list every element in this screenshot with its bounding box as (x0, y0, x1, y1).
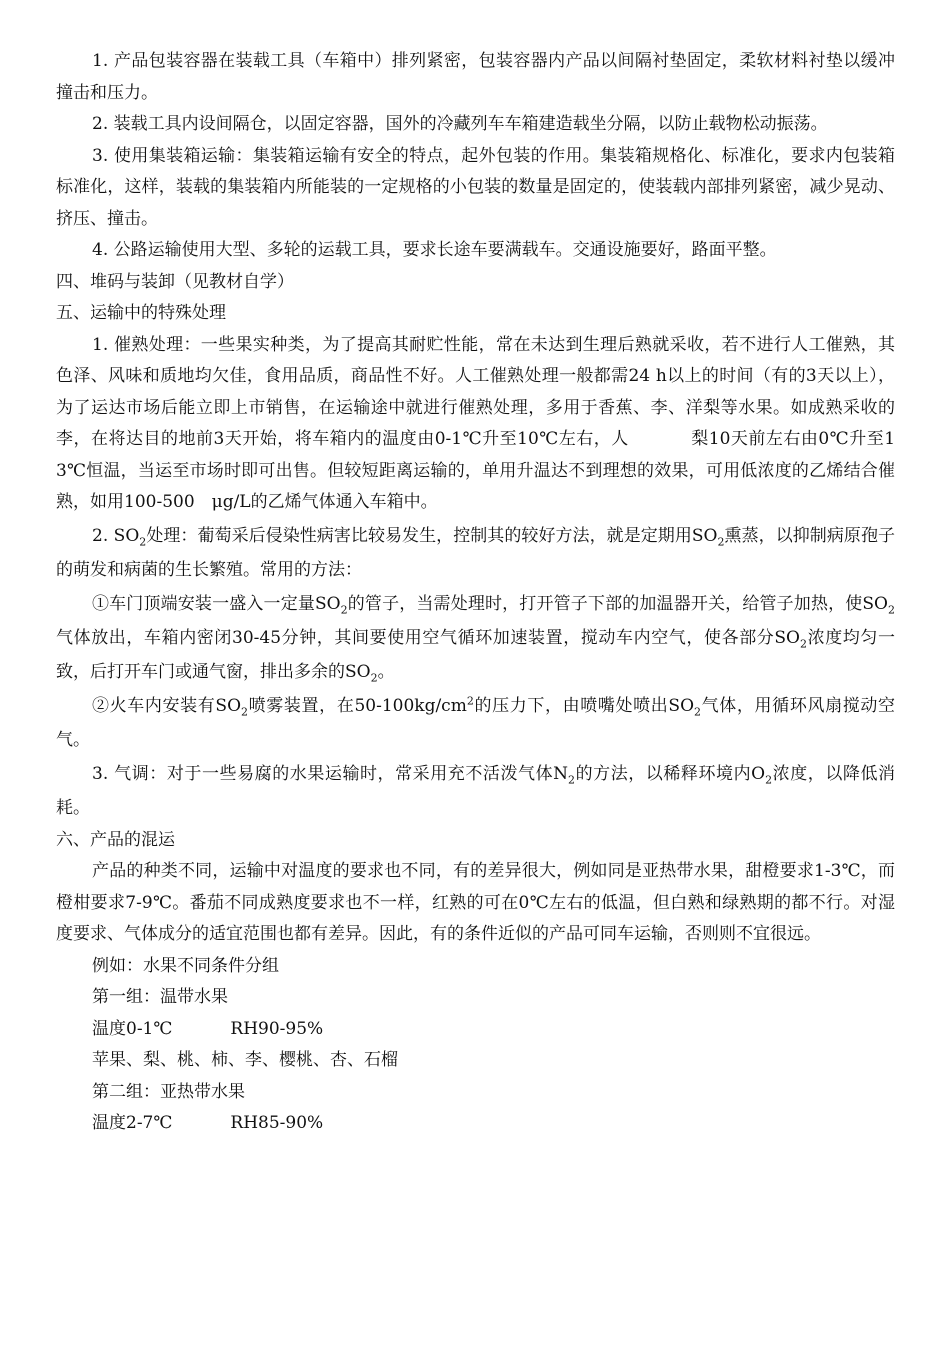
group-1-humidity: RH90-95% (230, 1018, 324, 1039)
section-heading-4: 四、堆码与装卸（见教材自学） (56, 271, 294, 292)
example-label: 例如：水果不同条件分组 (92, 955, 279, 976)
group-2-conditions (56, 1108, 895, 1140)
group-1-title: 第一组：温带水果 (92, 987, 228, 1007)
ripening-text-part-1: 1. 催熟处理：一些果实种类，为了提高其耐贮性能，常在未达到生理后熟就采收，若不进行人工催熟，其色泽、风味和质地均欠佳，食用品质，商品性不好。人工催熟处理一般都需24 h以上的时间（有的3天以上），为了运达市场后能立即上市销售，在运输途中就进行催熟处理，多用于香蕉、李、洋梨等水果。如成熟采收的李，在将达目的地前3天开始，将车箱内的温度由0-1℃升至10℃左右，人 (56, 334, 895, 449)
paragraph-controlled-atmosphere: 3. 气调：对于一些易腐的水果运输时，常采用充不活泼气体$N_2$的方法，以稀释环境内$O_2$浓度，以降低消耗。 (56, 763, 896, 818)
group-1-conditions (56, 1014, 895, 1046)
group-2-title: 第二组：亚热带水果 (92, 1081, 245, 1102)
group-1-fruits: 苹果、梨、桃、柿、李、樱桃、杏、石榴 (92, 1050, 398, 1070)
section-heading-5: 五、运输中的特殊处理 (56, 303, 226, 323)
paragraph-item-1: 1. 产品包装容器在装载工具（车箱中）排列紧密，包装容器内产品以间隔衬垫固定，柔软材料衬垫以缓冲撞击和压力。 (56, 51, 895, 103)
ripening-text-part-2: 梨10天前左右由0℃升至13℃恒温，当运至市场时即可出售。但较短距离运输的，单用升温达不到理想的效果，可用低浓度的乙烯结合催熟，如用100-500 μg/L的乙烯气体通入车箱中。 (56, 429, 896, 512)
paragraph-item-4: 4. 公路运输使用大型、多轮的运载工具，要求长途车要满载车。交通设施要好，路面平整。 (92, 240, 777, 260)
section-heading-6: 六、产品的混运 (56, 829, 175, 850)
paragraph-item-2: 2. 装载工具内设间隔仓，以固定容器，国外的冷藏列车车箱建造载坐分隔，以防止载物松动振荡。 (92, 114, 828, 134)
group-1-temperature: 温度0-1℃ (92, 1018, 173, 1039)
paragraph-ripening (56, 330, 895, 519)
group-2-temperature: 温度2-7℃ (92, 1113, 173, 1133)
paragraph-item-3: 3. 使用集装箱运输：集装箱运输有安全的特点，起外包装的作用。集装箱规格化、标准化，要求内包装箱标准化，这样，装载的集装箱内所能装的一定规格的小包装的数量是固定的，使装载内部排列紧密，减少晃动、挤压、撞击。 (56, 145, 895, 229)
paragraph-so2-treatment: 2. $SO_2$处理：葡萄采后侵染性病害比较易发生，控制其的较好方法，就是定期用$SO_2$熏蒸，以抑制病原孢子的萌发和病菌的生长繁殖。常用的方法： (56, 525, 895, 580)
paragraph-mixed-transport: 产品的种类不同，运输中对温度的要求也不同，有的差异很大，例如同是亚热带水果，甜橙要求1-3℃，而橙柑要求7-9℃。番茄不同成熟度要求也不一样，红熟的可在0℃左右的低温，但白熟和绿熟期的都不行。对湿度要求、气体成分的适宜范围也都有差异。因此，有的条件近似的产品可同车运输，否则则不宜很远。 (56, 861, 895, 944)
group-2-humidity: RH85-90% (230, 1113, 324, 1133)
paragraph-so2-method-2: ②火车内安装有$SO_2$喷雾装置，在$50-100kg/cm^2$的压力下，由喷嘴处喷出$SO_2$气体，用循环风扇搅动空气。 (56, 693, 895, 750)
paragraph-so2-method-1: ①车门顶端安装一盛入一定量$SO_2$的管子，当需处理时，打开管子下部的加温器开关，给管子加热，使$SO_2$气体放出，车箱内密闭30-45分钟，其间要使用空气循环加速装置，搅动车内空气，使各部分$SO_2$浓度均匀一致，后打开车门或通气窗，排出多余的$SO_2$。 (56, 593, 896, 684)
